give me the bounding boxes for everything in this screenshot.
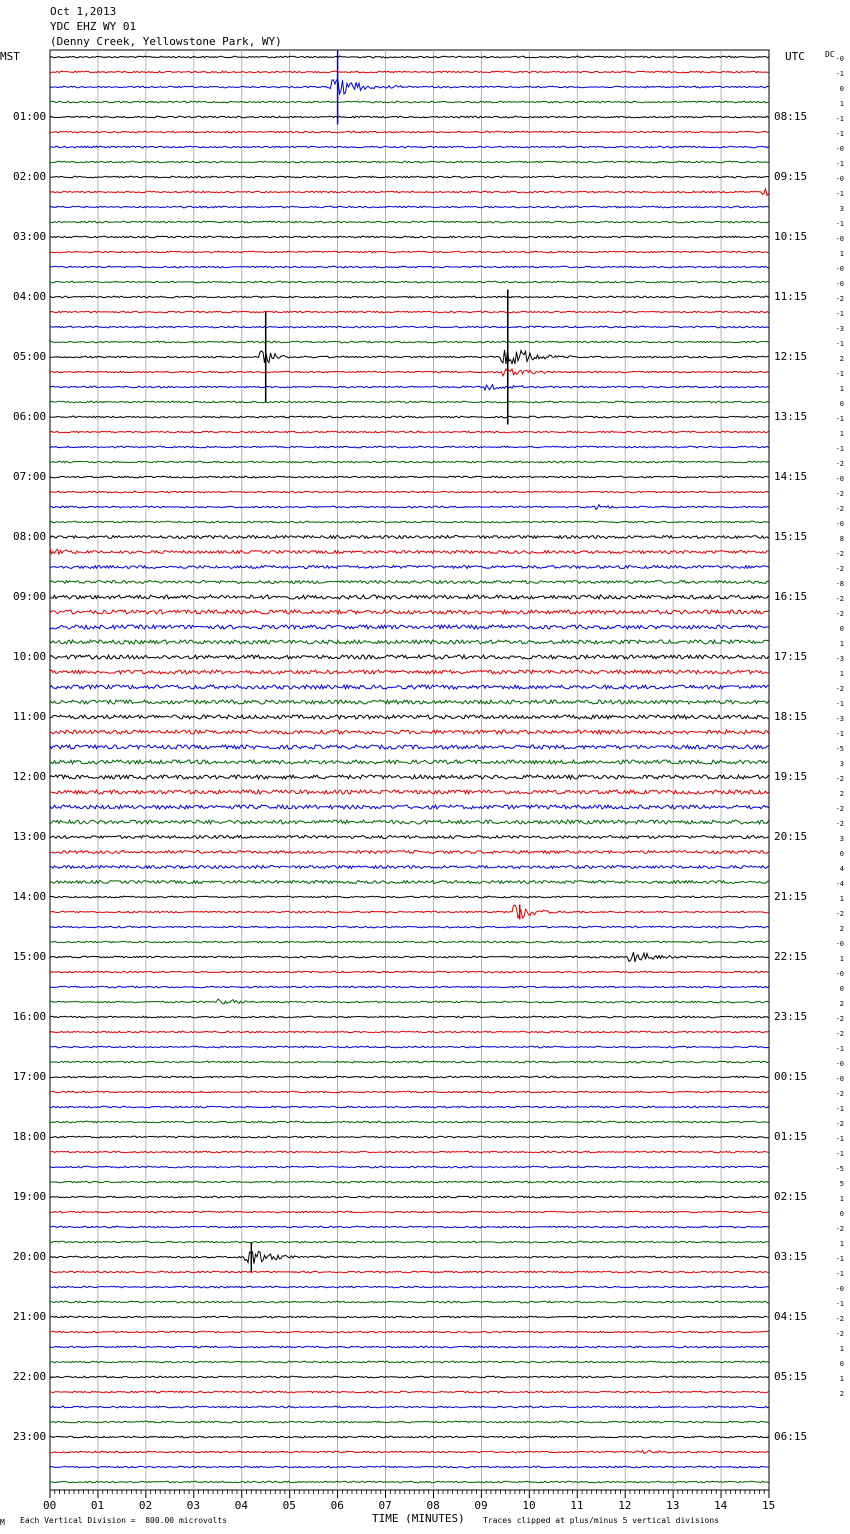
dc-offset-label: -1 xyxy=(835,340,844,348)
trace-line xyxy=(50,986,769,988)
dc-offset-label: 0 xyxy=(839,400,844,408)
trace-line xyxy=(50,1016,769,1018)
trace-line xyxy=(50,1046,769,1048)
dc-offset-label: 1 xyxy=(839,100,844,108)
trace-line xyxy=(50,461,769,463)
left-hour-label: 01:00 xyxy=(13,110,47,123)
trace-line xyxy=(50,385,769,390)
dc-offset-label: -0 xyxy=(835,280,844,288)
dc-offset-label: -2 xyxy=(835,1090,844,1098)
left-hour-label: 04:00 xyxy=(13,290,47,303)
trace-line xyxy=(50,610,769,614)
trace-line xyxy=(50,401,769,403)
left-timezone-label: MST xyxy=(0,50,20,63)
right-hour-label: 05:15 xyxy=(774,1370,808,1383)
left-hour-label: 18:00 xyxy=(13,1130,47,1143)
dc-offset-label: -1 xyxy=(835,700,844,708)
dc-offset-label: -8 xyxy=(835,580,844,588)
trace-line xyxy=(50,311,769,313)
x-axis-title: TIME (MINUTES) xyxy=(372,1512,465,1525)
right-hour-label: 12:15 xyxy=(774,350,808,363)
right-hour-label: 08:15 xyxy=(774,110,808,123)
dc-offset-label: -1 xyxy=(835,160,844,168)
dc-offset-label: 1 xyxy=(839,1195,844,1203)
right-hour-label: 10:15 xyxy=(774,230,808,243)
dc-offset-label: -3 xyxy=(835,655,844,663)
trace-line xyxy=(50,745,769,749)
dc-offset-label: -1 xyxy=(835,1270,844,1278)
x-tick-label: 12 xyxy=(618,1499,632,1512)
dc-offset-label: 1 xyxy=(839,895,844,903)
x-tick-label: 15 xyxy=(762,1499,776,1512)
dc-offset-label: -2 xyxy=(835,550,844,558)
trace-line xyxy=(50,1106,769,1108)
trace-line xyxy=(50,350,769,364)
trace-line xyxy=(50,521,769,523)
dc-offset-label: 3 xyxy=(839,760,844,768)
right-hour-label: 18:15 xyxy=(774,710,808,723)
dc-offset-label: -1 xyxy=(835,1045,844,1053)
dc-offset-label: -2 xyxy=(835,1315,844,1323)
x-tick-label: 07 xyxy=(378,1499,392,1512)
x-tick-label: 02 xyxy=(138,1499,153,1512)
trace-line xyxy=(50,1406,769,1408)
dc-offset-label: 1 xyxy=(839,430,844,438)
dc-offset-label: -2 xyxy=(835,1225,844,1233)
right-hour-label: 06:15 xyxy=(774,1430,808,1443)
dc-offset-label: -0 xyxy=(835,175,844,183)
dc-offset-label: -2 xyxy=(835,565,844,573)
x-tick-label: 04 xyxy=(234,1499,248,1512)
left-hour-label: 10:00 xyxy=(13,650,47,663)
trace-line xyxy=(50,790,769,794)
trace-line xyxy=(50,881,769,884)
trace-line xyxy=(50,581,769,584)
dc-offset-label: 1 xyxy=(839,385,844,393)
dc-offset-label: 1 xyxy=(839,670,844,678)
trace-line xyxy=(50,971,769,973)
trace-line xyxy=(50,1271,769,1273)
dc-offset-label: 0 xyxy=(839,985,844,993)
trace-line xyxy=(50,116,769,118)
trace-line xyxy=(50,296,769,298)
dc-offset-label: -1 xyxy=(835,130,844,138)
trace-line xyxy=(50,236,769,238)
left-hour-label: 17:00 xyxy=(13,1070,47,1083)
trace-line xyxy=(50,1421,769,1423)
left-hour-label: 16:00 xyxy=(13,1010,47,1023)
trace-line xyxy=(50,1316,769,1318)
x-tick-label: 01 xyxy=(90,1499,105,1512)
trace-line xyxy=(50,161,769,163)
dc-offset-label: 1 xyxy=(839,1375,844,1383)
trace-line xyxy=(50,1436,769,1438)
trace-line xyxy=(50,221,769,223)
left-hour-label: 05:00 xyxy=(13,350,47,363)
right-hour-label: 21:15 xyxy=(774,890,808,903)
left-hour-label: 14:00 xyxy=(13,890,47,903)
dc-offset-label: -2 xyxy=(835,805,844,813)
dc-offset-label: -1 xyxy=(835,1300,844,1308)
trace-line xyxy=(50,566,769,569)
right-hour-label: 00:15 xyxy=(774,1070,808,1083)
trace-line xyxy=(50,101,769,103)
trace-line xyxy=(50,1450,769,1453)
dc-offset-label: -1 xyxy=(835,1255,844,1263)
dc-offset-label: -0 xyxy=(835,235,844,243)
dc-offset-label: 1 xyxy=(839,1240,844,1248)
dc-offset-label: -0 xyxy=(835,475,844,483)
dc-offset-label: -1 xyxy=(835,415,844,423)
right-hour-label: 11:15 xyxy=(774,290,808,303)
trace-line xyxy=(50,941,769,943)
right-hour-label: 17:15 xyxy=(774,650,808,663)
trace-line xyxy=(50,146,769,148)
trace-line xyxy=(50,700,769,704)
dc-offset-label: 1 xyxy=(839,250,844,258)
left-hour-label: 15:00 xyxy=(13,950,47,963)
trace-line xyxy=(50,251,769,253)
x-tick-label: 05 xyxy=(282,1499,296,1512)
dc-offset-label: -1 xyxy=(835,1135,844,1143)
dc-offset-label: -0 xyxy=(835,520,844,528)
right-hour-label: 15:15 xyxy=(774,530,808,543)
right-hour-label: 20:15 xyxy=(774,830,808,843)
dc-offset-label: -2 xyxy=(835,910,844,918)
dc-offset-label: -2 xyxy=(835,505,844,513)
dc-offset-label: 0 xyxy=(839,85,844,93)
trace-line xyxy=(50,1241,769,1243)
dc-offset-label: -2 xyxy=(835,775,844,783)
dc-offset-label: 2 xyxy=(839,355,844,363)
dc-offset-label: -2 xyxy=(835,295,844,303)
dc-offset-label: -1 xyxy=(835,70,844,78)
trace-line xyxy=(50,715,769,719)
dc-offset-label: -0 xyxy=(835,265,844,273)
right-hour-label: 22:15 xyxy=(774,950,808,963)
trace-line xyxy=(50,431,769,433)
trace-line xyxy=(50,80,769,94)
right-hour-label: 19:15 xyxy=(774,770,808,783)
trace-line xyxy=(50,416,769,418)
left-hour-label: 06:00 xyxy=(13,410,47,423)
trace-line xyxy=(50,760,769,764)
trace-line xyxy=(50,1196,769,1198)
dc-offset-label: -0 xyxy=(835,1075,844,1083)
trace-line xyxy=(50,685,769,689)
dc-offset-label: -1 xyxy=(835,445,844,453)
trace-line xyxy=(50,1252,769,1264)
dc-offset-label: -0 xyxy=(835,1285,844,1293)
dc-offset-label: 1 xyxy=(839,1345,844,1353)
x-tick-label: 06 xyxy=(330,1499,344,1512)
dc-offset-label: 2 xyxy=(839,1390,844,1398)
dc-offset-label: 4 xyxy=(839,865,844,873)
trace-line xyxy=(50,56,769,58)
dc-offset-label: -0 xyxy=(835,1060,844,1068)
footer-scale-note: Each Vertical Division = 800.00 microvolts xyxy=(20,1516,228,1525)
trace-line xyxy=(50,548,769,554)
dc-offset-label: 8 xyxy=(839,535,844,543)
trace-line xyxy=(50,625,769,629)
left-hour-label: 02:00 xyxy=(13,170,47,183)
trace-line xyxy=(50,1391,769,1393)
dc-offset-label: 2 xyxy=(839,790,844,798)
dc-offset-label: 5 xyxy=(839,1180,844,1188)
x-tick-label: 00 xyxy=(43,1499,57,1512)
trace-line xyxy=(50,1121,769,1123)
trace-line xyxy=(50,1211,769,1213)
dc-offset-label: 0 xyxy=(839,1210,844,1218)
dc-offset-label: -5 xyxy=(835,1165,844,1173)
trace-line xyxy=(50,655,769,659)
x-tick-label: 14 xyxy=(714,1499,728,1512)
dc-offset-label: -1 xyxy=(835,370,844,378)
plot-frame xyxy=(50,50,769,1490)
plot-location: (Denny Creek, Yellowstone Park, WY) xyxy=(50,35,282,48)
right-hour-label: 02:15 xyxy=(774,1190,808,1203)
trace-line xyxy=(50,1346,769,1348)
x-tick-label: 11 xyxy=(570,1499,584,1512)
right-hour-label: 04:15 xyxy=(774,1310,808,1323)
left-hour-label: 07:00 xyxy=(13,470,47,483)
dc-offset-label: -2 xyxy=(835,685,844,693)
dc-offset-label: -0 xyxy=(835,55,844,63)
left-hour-label: 12:00 xyxy=(13,770,47,783)
trace-line xyxy=(50,341,769,343)
dc-offset-label: 1 xyxy=(839,955,844,963)
left-hour-label: 11:00 xyxy=(13,710,47,723)
trace-line xyxy=(50,505,769,510)
dc-offset-label: 3 xyxy=(839,205,844,213)
trace-line xyxy=(50,446,769,448)
trace-line xyxy=(50,820,769,824)
left-hour-label: 13:00 xyxy=(13,830,47,843)
left-hour-label: 08:00 xyxy=(13,530,47,543)
trace-line xyxy=(50,896,769,898)
dc-label: DC xyxy=(825,50,835,59)
footer-clip-note: Traces clipped at plus/minus 5 vertical divisions xyxy=(483,1516,720,1525)
trace-line xyxy=(50,926,769,928)
trace-line xyxy=(50,1466,769,1468)
dc-offset-label: -1 xyxy=(835,1150,844,1158)
trace-line xyxy=(50,1166,769,1168)
left-hour-label: 19:00 xyxy=(13,1190,47,1203)
trace-line xyxy=(50,131,769,133)
trace-line xyxy=(50,1076,769,1078)
right-hour-label: 01:15 xyxy=(774,1130,808,1143)
right-hour-label: 14:15 xyxy=(774,470,808,483)
right-hour-label: 13:15 xyxy=(774,410,808,423)
trace-line xyxy=(50,1361,769,1363)
x-tick-label: 10 xyxy=(522,1499,536,1512)
x-tick-label: 13 xyxy=(666,1499,680,1512)
trace-line xyxy=(50,266,769,268)
trace-line xyxy=(50,1061,769,1063)
trace-line xyxy=(50,775,769,779)
trace-line xyxy=(50,1031,769,1033)
dc-offset-label: -2 xyxy=(835,1030,844,1038)
trace-line xyxy=(50,176,769,178)
trace-line xyxy=(50,595,769,599)
trace-line xyxy=(50,326,769,328)
dc-offset-label: 0 xyxy=(839,1360,844,1368)
x-tick-label: 09 xyxy=(474,1499,488,1512)
trace-line xyxy=(50,905,769,918)
dc-offset-label: -1 xyxy=(835,730,844,738)
trace-line xyxy=(50,730,769,734)
x-tick-label: 08 xyxy=(426,1499,440,1512)
dc-offset-label: 0 xyxy=(839,850,844,858)
trace-line xyxy=(50,1181,769,1183)
dc-offset-label: -5 xyxy=(835,745,844,753)
right-hour-label: 16:15 xyxy=(774,590,808,603)
trace-line xyxy=(50,866,769,869)
trace-line xyxy=(50,476,769,478)
dc-offset-label: -0 xyxy=(835,970,844,978)
dc-offset-label: -1 xyxy=(835,310,844,318)
x-tick-label: 03 xyxy=(186,1499,201,1512)
trace-line xyxy=(50,670,769,674)
trace-line xyxy=(50,206,769,208)
plot-station: YDC EHZ WY 01 xyxy=(50,20,137,33)
dc-offset-label: -2 xyxy=(835,1015,844,1023)
trace-line xyxy=(50,1226,769,1228)
dc-offset-label: 2 xyxy=(839,1000,844,1008)
dc-offset-label: 1 xyxy=(839,640,844,648)
left-hour-label: 03:00 xyxy=(13,230,47,243)
dc-offset-label: -2 xyxy=(835,1330,844,1338)
dc-offset-label: -1 xyxy=(835,190,844,198)
dc-offset-label: -4 xyxy=(835,880,844,888)
left-hour-label: 22:00 xyxy=(13,1370,47,1383)
trace-line xyxy=(50,851,769,854)
dc-offset-label: -3 xyxy=(835,325,844,333)
trace-line xyxy=(50,1091,769,1093)
trace-line xyxy=(50,189,769,196)
trace-line xyxy=(50,999,769,1004)
left-hour-label: 09:00 xyxy=(13,590,47,603)
dc-offset-label: -2 xyxy=(835,610,844,618)
dc-offset-label: -0 xyxy=(835,940,844,948)
trace-line xyxy=(50,1286,769,1288)
trace-line xyxy=(50,1331,769,1333)
trace-line xyxy=(50,640,769,644)
trace-line xyxy=(50,1301,769,1303)
trace-line xyxy=(50,805,769,809)
trace-line xyxy=(50,836,769,839)
trace-line xyxy=(50,536,769,539)
dc-offset-label: -1 xyxy=(835,1105,844,1113)
dc-offset-label: -1 xyxy=(835,115,844,123)
left-hour-label: 20:00 xyxy=(13,1250,47,1263)
right-timezone-label: UTC xyxy=(785,50,805,63)
dc-offset-label: -0 xyxy=(835,145,844,153)
dc-offset-label: 3 xyxy=(839,835,844,843)
trace-line xyxy=(50,952,769,962)
trace-line xyxy=(50,1151,769,1153)
dc-offset-label: 0 xyxy=(839,625,844,633)
trace-line xyxy=(50,369,769,376)
plot-date: Oct 1,2013 xyxy=(50,5,117,18)
footer-mark: M xyxy=(0,1518,5,1527)
trace-line xyxy=(50,1136,769,1138)
dc-offset-label: -2 xyxy=(835,490,844,498)
right-hour-label: 09:15 xyxy=(774,170,808,183)
trace-line xyxy=(50,491,769,493)
dc-offset-label: -2 xyxy=(835,820,844,828)
left-hour-label: 23:00 xyxy=(13,1430,47,1443)
trace-line xyxy=(50,281,769,283)
trace-line xyxy=(50,1376,769,1378)
right-hour-label: 03:15 xyxy=(774,1250,808,1263)
dc-offset-label: -3 xyxy=(835,715,844,723)
dc-offset-label: -2 xyxy=(835,460,844,468)
dc-offset-label: -1 xyxy=(835,220,844,228)
dc-offset-label: -2 xyxy=(835,1120,844,1128)
dc-offset-label: -2 xyxy=(835,595,844,603)
trace-line xyxy=(50,1481,769,1483)
dc-offset-label: 2 xyxy=(839,925,844,933)
trace-line xyxy=(50,71,769,73)
right-hour-label: 23:15 xyxy=(774,1010,808,1023)
left-hour-label: 21:00 xyxy=(13,1310,47,1323)
